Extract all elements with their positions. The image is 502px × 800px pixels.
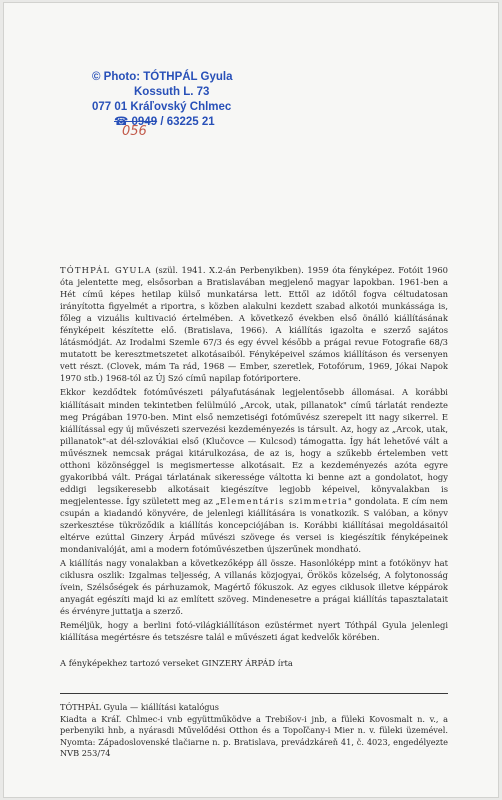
stamp-line-city: 077 01 Kráľovský Chlmec xyxy=(92,101,232,113)
catalog-page xyxy=(4,3,498,797)
colophon xyxy=(60,702,448,760)
stamp-line-address: Kossuth L. 73 xyxy=(134,86,210,98)
bio-paragraph-1 xyxy=(60,264,448,384)
colophon-title: TÓTHPÁL Gyula — kiállítási katalógus xyxy=(60,702,220,712)
photographer-stamp xyxy=(92,70,272,130)
bio-name: TÓTHPÁL GYULA xyxy=(60,265,152,275)
bio-paragraph-2 xyxy=(60,386,448,555)
biography-text xyxy=(60,264,448,645)
stamp-line-phone xyxy=(92,115,272,130)
poems-caption: A fényképekhez tartozó verseket GINZERY ÁRPÁD írta xyxy=(60,658,293,668)
stamp-line-photo: © Photo: TÓTHPÁL Gyula xyxy=(92,71,233,83)
bio-paragraph-4: Reméljük, hogy a berlini fotó-világkiállításon ezüstérmet nyert Tóthpál Gyula jelenlegi kiállítása megértésre és tetszésre talál e művészeti ágat kedvelők körében. xyxy=(60,620,448,643)
divider-line xyxy=(60,693,448,694)
bio-p1-text: (szül. 1941. X.2-án Perbenyikben). 1959 óta fényképez. Fotóit 1960 óta jelentette meg, elsősorban a Bratislavában megjelenő magyar lapokban. 1961-ben a Hét című képes hetilap külső munkatársa lett. Ettől az időtől fogva céltudatosan irányította figyelmét a riportra, s közben alakulni kezdett szabad alkotói munkássága is, főleg a vizuális kultivació értelmében. A következő években első önálló kiállításának fényképeit készítette elő. (Bratislava, 1966). A kiállítás igazolta e szerző sajátos látásmódját. Az Irodalmi Szemle 67/3 és egy évvel később a prágai revue Fotografie 68/3 mutatott be keresztmetszetet alkotásaiból. Fényképeivel számos kiállításon és versenyen vett részt. (Clovek, mám Ta rád, 1968 — Ember, szeretlek, Fotofórum, 1969, Jókai Napok 1970 stb.) 1968-tól az Új Szó című napilap fotóriportere. xyxy=(60,265,448,384)
colophon-imprint: Kiadta a Kráľ. Chlmec-i vnb együttműködve a Trebišov-i jnb, a füleki Kovosmalt n. v., a perbenyiki hnb, a nyárasdi Művelődési Otthon és a Topoľčany-i Mier n. v. füleki üzemével. Nyomta: Západoslovenské tlačiarne n. p. Bratislava, prevádzkáreň 41, č. 4023, engedélyezte NVB 253/74 xyxy=(60,713,448,759)
bio-p2-spaced-title: Elementáris szimmetria xyxy=(220,495,348,506)
stamp-phone-old: ☎ 0949 xyxy=(114,116,158,128)
handwritten-number: 056 xyxy=(122,124,147,139)
bio-p2-text-a: Ekkor kezdődtek fotóművészeti pályafutásának legjelentősebb állomásai. A korábbi kiállításait minden tekintetben felülmúló „Arcok, utak, pillanatok" című tárlatát rendezte meg Prágában 1970-ben. Mint első nemzetiségi fotóművész szerepelt itt nagy sikerrel. E kiállítással egy új művészeti szervezési kezdeményezés is társult. Az, hogy az „Arcok, utak, pillanatok"-at dél-szlovákiai első (Klučovce — Kulcsod) támogatta. Így hát lehetővé vált a művésznek nemcsak prágai kitárulkozása, de az is, hogy a szűkebb értelemben vett otthoni közönséggel is megismertesse alkotásait. Ez a kezdeményezés azóta egyre gyakoribbá vált. Prágai tárlatának sikeressége váltotta ki benne azt a gondolatot, hogy eddigi legsikeresebb alkotásait kiegészítve legjobb képeivel, könyvalakban is megjelentesse. Így született meg az „ xyxy=(60,387,448,506)
stamp-phone-new: / 63225 21 xyxy=(160,116,215,128)
bio-paragraph-3: A kiállítás nagy vonalakban a következőképp áll össze. Hasonlóképp mint a fotókönyv hat ciklusra oszlik: Izgalmas teljesség, A villanás közjogyai, Örökös közelség, A folytonosság ívein, Szélsőségek és párhuzamok, Magértő fókuszok. Az egyes ciklusok illetve képpárok anyagát egészíti majd ki az említett szöveg. Mindenesetre a prágai kiállítás tapasztalatait és érvényre juttatja a szerző. xyxy=(60,558,448,617)
bio-p2-text-b: " gondolata. E cím nem csupán a kiadandó könyvére, de jelenlegi kiállítására is vonatkozik. S valóban, a könyv szerkesztése tükröződik a kiállítás koncepciójában is. Korábbi kiállításai megoldásaitól eltérve ezúttal Ginzery Árpád művészi szövege és versei is kiegészítik fényképeinek mondanivalóját, ami a modern fotóművészetben újszerűnek mondható. xyxy=(60,495,448,555)
